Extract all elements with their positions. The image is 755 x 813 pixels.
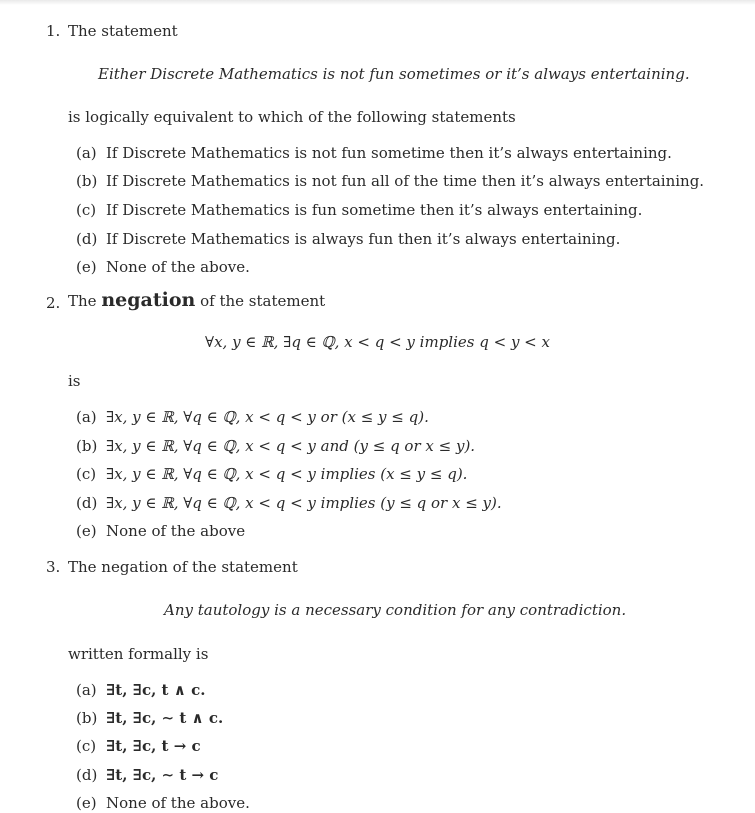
q2-option-c-text: ∃x, y ∈ ℝ, ∀q ∈ ℚ, x < q < y implies (x ≤ y ≤ q).	[106, 465, 468, 483]
q1-option-d-label: (d)	[76, 230, 98, 248]
q3-option-d-text: ∃t, ∃c, ∼ t → c	[106, 766, 219, 784]
q1-option-a-text: If Discrete Mathematics is not fun sometime then it’s always entertaining.	[106, 144, 672, 162]
q1-quote: Either Discrete Mathematics is not fun sometimes or it’s always entertaining.	[98, 65, 690, 83]
q1-option-e-label: (e)	[76, 258, 97, 276]
q2-followup: is	[68, 372, 81, 390]
q3-intro: The negation of the statement	[68, 558, 298, 576]
q3-option-c-text: ∃t, ∃c, t → c	[106, 737, 201, 755]
q2-option-a-label: (a)	[76, 408, 97, 426]
q1-option-c-text: If Discrete Mathematics is fun sometime then it’s always entertaining.	[106, 201, 643, 219]
q3-number: 3.	[46, 558, 61, 576]
q2-option-e-label: (e)	[76, 522, 97, 540]
q2-option-c-label: (c)	[76, 465, 97, 483]
q2-option-b-text: ∃x, y ∈ ℝ, ∀q ∈ ℚ, x < q < y and (y ≤ q or x ≤ y).	[106, 437, 476, 455]
q2-option-e-text: None of the above	[106, 522, 246, 540]
q3-followup: written formally is	[68, 645, 209, 663]
q1-option-d-text: If Discrete Mathematics is always fun then it’s always entertaining.	[106, 230, 621, 248]
q1-intro: The statement	[68, 22, 178, 40]
q2-option-a-text: ∃x, y ∈ ℝ, ∀q ∈ ℚ, x < q < y or (x ≤ y ≤ q).	[106, 408, 429, 426]
q1-followup: is logically equivalent to which of the following statements	[68, 108, 516, 126]
q3-option-c-label: (c)	[76, 737, 97, 755]
q3-option-d-label: (d)	[76, 766, 98, 784]
q1-option-e-text: None of the above.	[106, 258, 250, 276]
q3-option-e-text: None of the above.	[106, 794, 250, 812]
q2-formula: ∀x, y ∈ ℝ, ∃q ∈ ℚ, x < q < y implies q < y < x	[205, 333, 550, 351]
q1-option-b-label: (b)	[76, 172, 98, 190]
q2-intro-pre: The	[68, 292, 97, 310]
q2-intro-post: of the statement	[200, 292, 326, 310]
q1-option-c-label: (c)	[76, 201, 97, 219]
q1-option-a-label: (a)	[76, 144, 97, 162]
q2-intro-bold: negation	[101, 289, 196, 311]
q2-option-d-text: ∃x, y ∈ ℝ, ∀q ∈ ℚ, x < q < y implies (y ≤ q or x ≤ y).	[106, 494, 502, 512]
q2-intro	[68, 291, 325, 310]
top-edge-shadow	[0, 0, 755, 5]
q2-option-b-label: (b)	[76, 437, 98, 455]
q3-option-b-label: (b)	[76, 709, 98, 727]
q3-option-b-text: ∃t, ∃c, ∼ t ∧ c.	[106, 709, 224, 727]
q3-option-a-label: (a)	[76, 681, 97, 699]
q2-number: 2.	[46, 294, 61, 312]
q1-number: 1.	[46, 22, 61, 40]
q2-option-d-label: (d)	[76, 494, 98, 512]
q3-option-e-label: (e)	[76, 794, 97, 812]
q1-option-b-text: If Discrete Mathematics is not fun all of the time then it’s always entertaining.	[106, 172, 705, 190]
q3-quote: Any tautology is a necessary condition for any contradiction.	[164, 601, 627, 619]
q3-option-a-text: ∃t, ∃c, t ∧ c.	[106, 681, 206, 699]
